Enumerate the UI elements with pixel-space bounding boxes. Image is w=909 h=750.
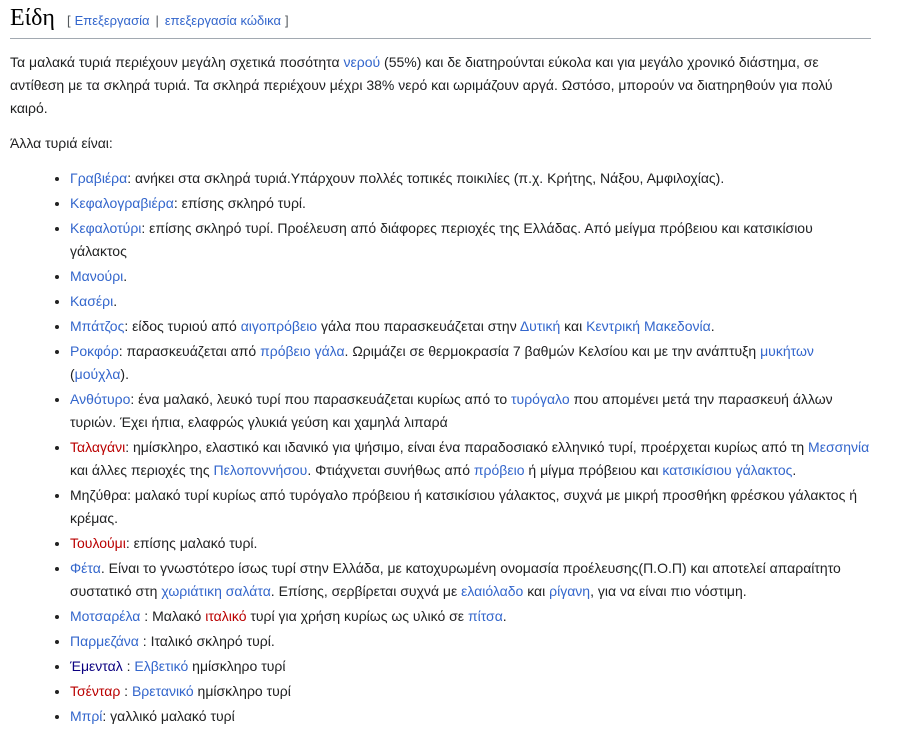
red-link[interactable]: Ταλαγάνι — [70, 439, 126, 455]
text-segment: : παρασκευάζεται από — [118, 343, 261, 359]
text-segment: . — [123, 268, 128, 284]
text-segment: τυρί για χρήση κυρίως ως υλικό σε — [246, 608, 468, 624]
red-link[interactable]: Τσένταρ — [70, 683, 121, 699]
list-item — [70, 484, 871, 530]
wiki-link[interactable]: Κεφαλογραβιέρα — [70, 195, 174, 211]
text-segment: και — [560, 318, 587, 334]
text-segment: Τα μαλακά τυριά περιέχουν μεγάλη σχετικά ποσότητα — [10, 54, 344, 70]
text-segment: . — [792, 462, 797, 478]
wiki-link[interactable]: νερού — [343, 54, 381, 70]
text-segment: : γαλλικό μαλακό τυρί — [102, 708, 235, 724]
list-item — [70, 605, 871, 628]
wiki-link[interactable]: Κεφαλοτύρι — [70, 220, 142, 236]
text-segment: : είδος τυριού από — [124, 318, 241, 334]
wiki-link[interactable]: χωριάτικη σαλάτα — [161, 583, 271, 599]
edit-bracket-open: [ — [66, 13, 71, 28]
list-item — [70, 557, 871, 603]
red-link[interactable]: ιταλικό — [205, 608, 247, 624]
list-item — [70, 265, 871, 288]
wiki-link[interactable]: μούχλα — [74, 366, 121, 382]
wiki-link[interactable]: Βρετανικό — [131, 683, 194, 699]
text-segment: . Επίσης, σερβίρεται συχνά με — [270, 583, 462, 599]
wiki-link[interactable]: Μοτσαρέλα — [70, 608, 141, 624]
list-item — [70, 315, 871, 338]
wiki-link[interactable]: πρόβειο γάλα — [260, 343, 345, 359]
text-segment: , για να είναι πιο νόστιμη. — [590, 583, 747, 599]
intro-paragraph — [10, 51, 871, 120]
wiki-link[interactable]: κατσικίσιου γάλακτος — [662, 462, 793, 478]
list-item — [70, 290, 871, 313]
list-item — [70, 630, 871, 653]
section-heading-row — [10, 4, 871, 39]
wiki-link[interactable]: ελαιόλαδο — [461, 583, 524, 599]
edit-source-link[interactable]: επεξεργασία κώδικα — [164, 13, 281, 28]
text-segment: . — [113, 293, 118, 309]
list-intro: Άλλα τυριά είναι: — [10, 135, 113, 151]
text-segment: που απομένει μετά την παρασκευή άλλων τυριών. Έχει ήπια, ελαφρώς γλυκιά γεύση και χαμηλά λιπαρά — [70, 391, 833, 430]
wiki-link[interactable]: Μεσσηνία — [808, 439, 870, 455]
text-segment: : — [120, 683, 132, 699]
text-segment: . Ωριμάζει σε θερμοκρασία 7 βαθμών Κελσίου και με την ανάπτυξη — [344, 343, 761, 359]
list-item — [70, 680, 871, 703]
text-segment: : ημίσκληρο, ελαστικό και ιδανικό για ψήσιμο, είναι ένα παραδοσιακό ελληνικό τυρί, προέρχεται κυρίως από τη — [125, 439, 809, 455]
text-segment: : — [122, 658, 135, 674]
wiki-link[interactable]: Φέτα — [70, 560, 101, 576]
text-segment: : επίσης σκληρό τυρί. Προέλευση από διάφορες περιοχές της Ελλάδας. Από μείγμα πρόβειου και κατσικίσιου γάλακτος — [70, 220, 813, 259]
visited-link[interactable]: Έμενταλ — [70, 658, 123, 674]
wiki-link[interactable]: τυρόγαλο — [511, 391, 570, 407]
cheese-list — [10, 167, 871, 728]
text-segment: : Μαλακό — [140, 608, 206, 624]
list-item — [70, 340, 871, 386]
text-segment: . — [710, 318, 715, 334]
wiki-link[interactable]: Παρμεζάνα — [70, 633, 139, 649]
wiki-link[interactable]: Πελοποννήσου — [213, 462, 308, 478]
wiki-link[interactable]: Κασέρι — [70, 293, 114, 309]
list-item — [70, 436, 871, 482]
wiki-link[interactable]: Μπάτζος — [70, 318, 125, 334]
text-segment: . — [502, 608, 507, 624]
red-link[interactable]: Τουλούμι — [70, 535, 126, 551]
section-edit-links — [67, 13, 289, 29]
list-item — [70, 192, 871, 215]
text-segment: : επίσης σκληρό τυρί. — [173, 195, 306, 211]
list-item — [70, 705, 871, 728]
edit-bracket-close: ] — [285, 13, 289, 28]
wiki-link[interactable]: ρίγανη — [549, 583, 591, 599]
wiki-link[interactable]: Ανθότυρο — [70, 391, 131, 407]
wiki-link[interactable]: Ελβετικό — [134, 658, 189, 674]
list-item — [70, 388, 871, 434]
edit-separator: | — [155, 13, 159, 28]
wiki-link[interactable]: Γραβιέρα — [70, 170, 128, 186]
list-item — [70, 655, 871, 678]
wiki-link[interactable]: πρόβειο — [473, 462, 525, 478]
wiki-link[interactable]: Ροκφόρ — [70, 343, 119, 359]
list-item — [70, 532, 871, 555]
text-segment: : επίσης μαλακό τυρί. — [125, 535, 258, 551]
text-segment: και άλλες περιοχές της — [70, 462, 214, 478]
wiki-link[interactable]: πίτσα — [467, 608, 503, 624]
wiki-link[interactable]: Δυτική — [519, 318, 561, 334]
text-segment: (55%) και δε διατηρούνται εύκολα και για μεγάλο χρονικό διάστημα, σε αντίθεση με τα σκληρά τυριά. Τα σκληρά περιέχουν μέχρι 38% νερό και ωριμάζουν αργά. Ωστόσο, μπορούν να διατηρηθούν για πολύ καιρό. — [10, 54, 833, 116]
text-segment: ή μίγμα πρόβειου και — [524, 462, 663, 478]
text-segment: . Είναι το γνωστότερο ίσως τυρί στην Ελλάδα, με κατοχυρωμένη ονομασία προέλευσης(Π.Ο.Π) και αποτελεί απαραίτητο συστατικό στη — [70, 560, 841, 599]
wiki-link[interactable]: Μανούρι — [70, 268, 124, 284]
text-segment: Μηζύθρα: μαλακό τυρί κυρίως από τυρόγαλο πρόβειου ή κατσικίσιου γάλακτος, συχνά με μικρή προσθήκη φρέσκου γάλακτος ή κρέμας. — [70, 487, 858, 526]
text-segment: ( — [70, 366, 75, 382]
wiki-link[interactable]: Κεντρική Μακεδονία — [586, 318, 711, 334]
page-title: Είδη — [10, 5, 55, 31]
wiki-link[interactable]: μυκήτων — [760, 343, 814, 359]
text-segment: : ανήκει στα σκληρά τυριά.Υπάρχουν πολλές τοπικές ποικιλίες (π.χ. Κρήτης, Νάξου, Αμφιλοχίας). — [127, 170, 725, 186]
text-segment: ημίσκληρο τυρί — [193, 683, 291, 699]
wiki-link[interactable]: Μπρί — [70, 708, 103, 724]
text-segment: ημίσκληρο τυρί — [188, 658, 286, 674]
text-segment: και — [523, 583, 550, 599]
text-segment: . Φτιάχνεται συνήθως από — [307, 462, 474, 478]
edit-section-link[interactable]: Επεξεργασία — [74, 13, 150, 28]
wiki-link[interactable]: αιγοπρόβειο — [240, 318, 318, 334]
list-item — [70, 217, 871, 263]
list-item — [70, 167, 871, 190]
text-segment: γάλα που παρασκευάζεται στην — [317, 318, 520, 334]
text-segment: : Ιταλικό σκληρό τυρί. — [138, 633, 275, 649]
text-segment: : ένα μαλακό, λευκό τυρί που παρασκευάζεται κυρίως από το — [130, 391, 512, 407]
text-segment: ). — [120, 366, 129, 382]
